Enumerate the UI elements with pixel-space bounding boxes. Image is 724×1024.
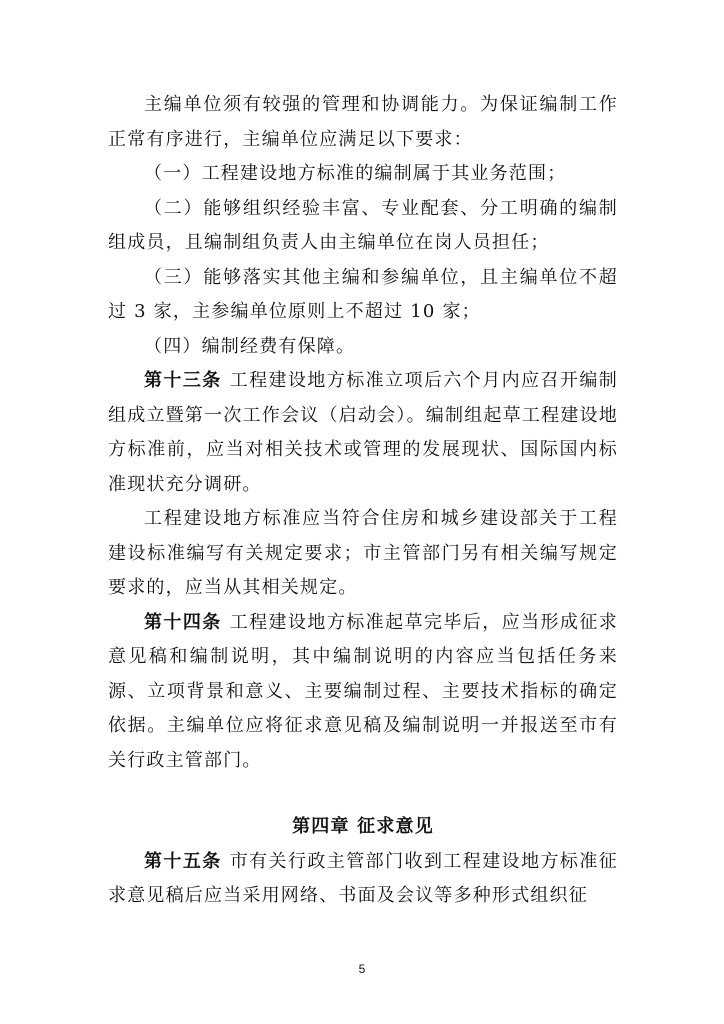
article-15-number: 第十五条 xyxy=(144,850,222,872)
paragraph-text: （四）编制经费有保障。 xyxy=(144,335,356,357)
paragraph-text: （一）工程建设地方标准的编制属于其业务范围； xyxy=(144,163,567,184)
paragraph-text: （三）能够落实其他主编和参编单位，且主编单位不超过 3 家，主参编单位原则上不超过 10 家； xyxy=(108,266,618,322)
article-13 xyxy=(108,364,618,502)
paragraph-item-2 xyxy=(108,192,618,261)
paragraph-text: 工程建设地方标准应当符合住房和城乡建设部关于工程建设标准编写有关规定要求；市主管部门另有相关编写规定要求的，应当从其相关规定。 xyxy=(108,508,618,598)
paragraph-item-1 xyxy=(108,157,618,192)
article-15-text: 市有关行政主管部门收到工程建设地方标准征求意见稿后应当采用网络、书面及会议等多种形式组织征 xyxy=(108,850,618,906)
article-13-text: 工程建设地方标准立项后六个月内应召开编制组成立暨第一次工作会议（启动会）。编制组起草工程建设地方标准前，应当对相关技术或管理的发展现状、国际国内标准现状充分调研。 xyxy=(108,370,618,495)
article-14 xyxy=(108,606,618,779)
paragraph-text: （二）能够组织经验丰富、专业配套、分工明确的编制组成员，且编制组负责人由主编单位在岗人员担任； xyxy=(108,197,618,253)
article-13-number: 第十三条 xyxy=(144,370,222,391)
paragraph-writing-rules xyxy=(108,502,618,606)
paragraph-text: 主编单位须有较强的管理和协调能力。为保证编制工作正常有序进行，主编单位应满足以下要求： xyxy=(108,94,618,150)
article-15 xyxy=(108,845,618,914)
paragraph-editor-requirements xyxy=(108,88,618,157)
page-number: 5 xyxy=(358,962,366,976)
paragraph-item-3 xyxy=(108,261,618,330)
chapter-heading: 第四章 征求意见 xyxy=(292,816,434,837)
document-body xyxy=(108,88,618,914)
paragraph-item-4 xyxy=(108,330,618,365)
article-14-text: 工程建设地方标准起草完毕后，应当形成征求意见稿和编制说明，其中编制说明的内容应当包括任务来源、立项背景和意义、主要编制过程、主要技术指标的确定依据。主编单位应将征求意见稿及编制说明一并报送至市有关行政主管部门。 xyxy=(108,611,618,771)
article-14-number: 第十四条 xyxy=(144,611,222,633)
